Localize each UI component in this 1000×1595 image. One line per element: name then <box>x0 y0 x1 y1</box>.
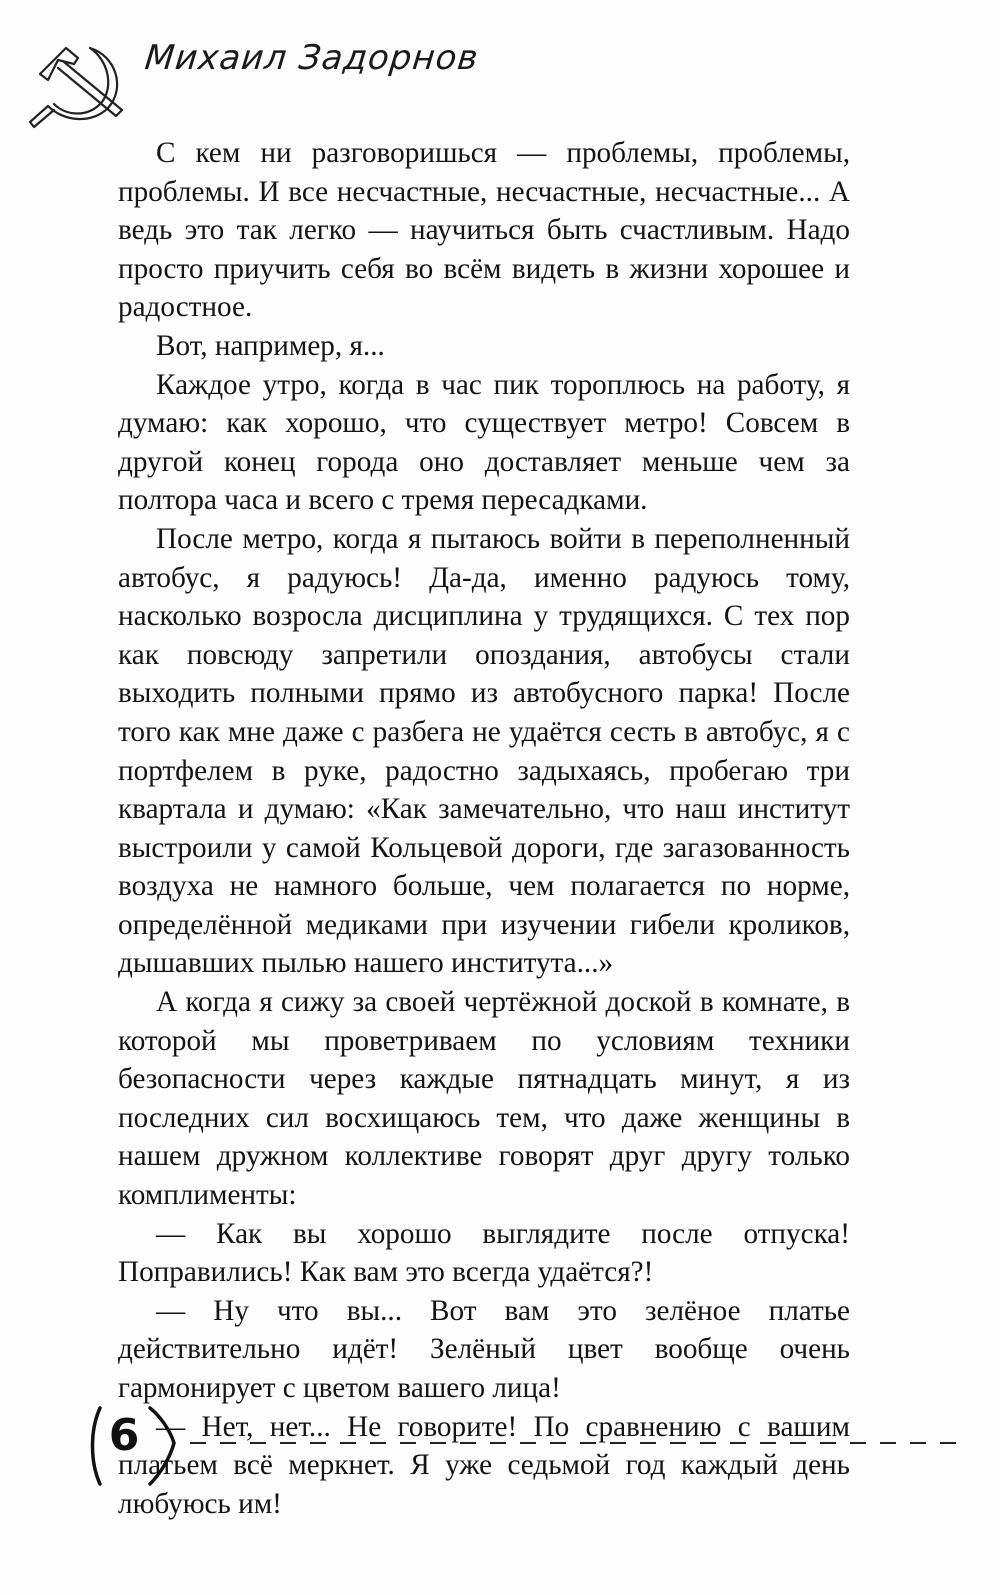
dashed-rule <box>190 1441 970 1445</box>
paragraph: Вот, например, я... <box>156 329 385 362</box>
paragraph: После метро, когда я пытаюсь войти в переполненный автобус, я радуюсь! Да-да, именно радуюсь тому, насколько возросла дисциплина у трудящихся. С тех пор как повсюду запретили опоздания, автобусы стали выходить полными прямо из автобусного парка! После того как мне даже с разбега не удаётся сесть в автобус, я с портфелем в руке, радостно задыхаясь, пробегаю три квартала и думаю: «Как замечательно, что наш институт выстроили у самой Кольцевой дороги, где загазованность воздуха не намного больше, чем полагается по норме, определённой медиками при изучении гибели кроликов, дышавших пылью нашего института...» <box>118 522 850 980</box>
page-number: 6 <box>108 1410 140 1461</box>
page-footer <box>0 1400 1000 1500</box>
paragraph: С кем ни разговоришься — проблемы, проблемы, проблемы. И все несчастные, несчастные, несчастные... А ведь это так легко — научиться быть счастливым. Надо просто приучить себя во всём видеть в жизни хорошее и радостное. <box>118 137 850 324</box>
page-number-badge <box>88 1400 188 1490</box>
hammer-and-sickle-icon <box>18 30 138 130</box>
paragraph: Каждое утро, когда в час пик тороплюсь на работу, я думаю: как хорошо, что существует метро! Совсем в другой конец города оно доставляет меньше чем за полтора часа и всего с тремя пересадками. <box>118 368 850 517</box>
paragraph: — Как вы хорошо выглядите после отпуска! Поправились! Как вам это всегда удаётся?! <box>118 1217 850 1289</box>
paragraph: — Нет, нет... Не говорите! По сравнению с вашим платьем всё меркнет. Я уже седьмой год каждый день любуюсь им! <box>118 1410 850 1520</box>
author-name: Михаил Задорнов <box>142 38 481 78</box>
body-text <box>118 134 850 1523</box>
page-header <box>0 0 1000 140</box>
paragraph: А когда я сижу за своей чертёжной доской в комнате, в которой мы проветриваем по условиям техники безопасности через каждые пятнадцать минут, я из последних сил восхищаюсь тем, что даже женщины в нашем дружном коллективе говорят друг другу только комплименты: <box>118 986 850 1212</box>
paragraph: — Ну что вы... Вот вам это зелёное платье действительно идёт! Зелёный цвет вообще очень гармонирует с цветом вашего лица! <box>118 1294 850 1404</box>
